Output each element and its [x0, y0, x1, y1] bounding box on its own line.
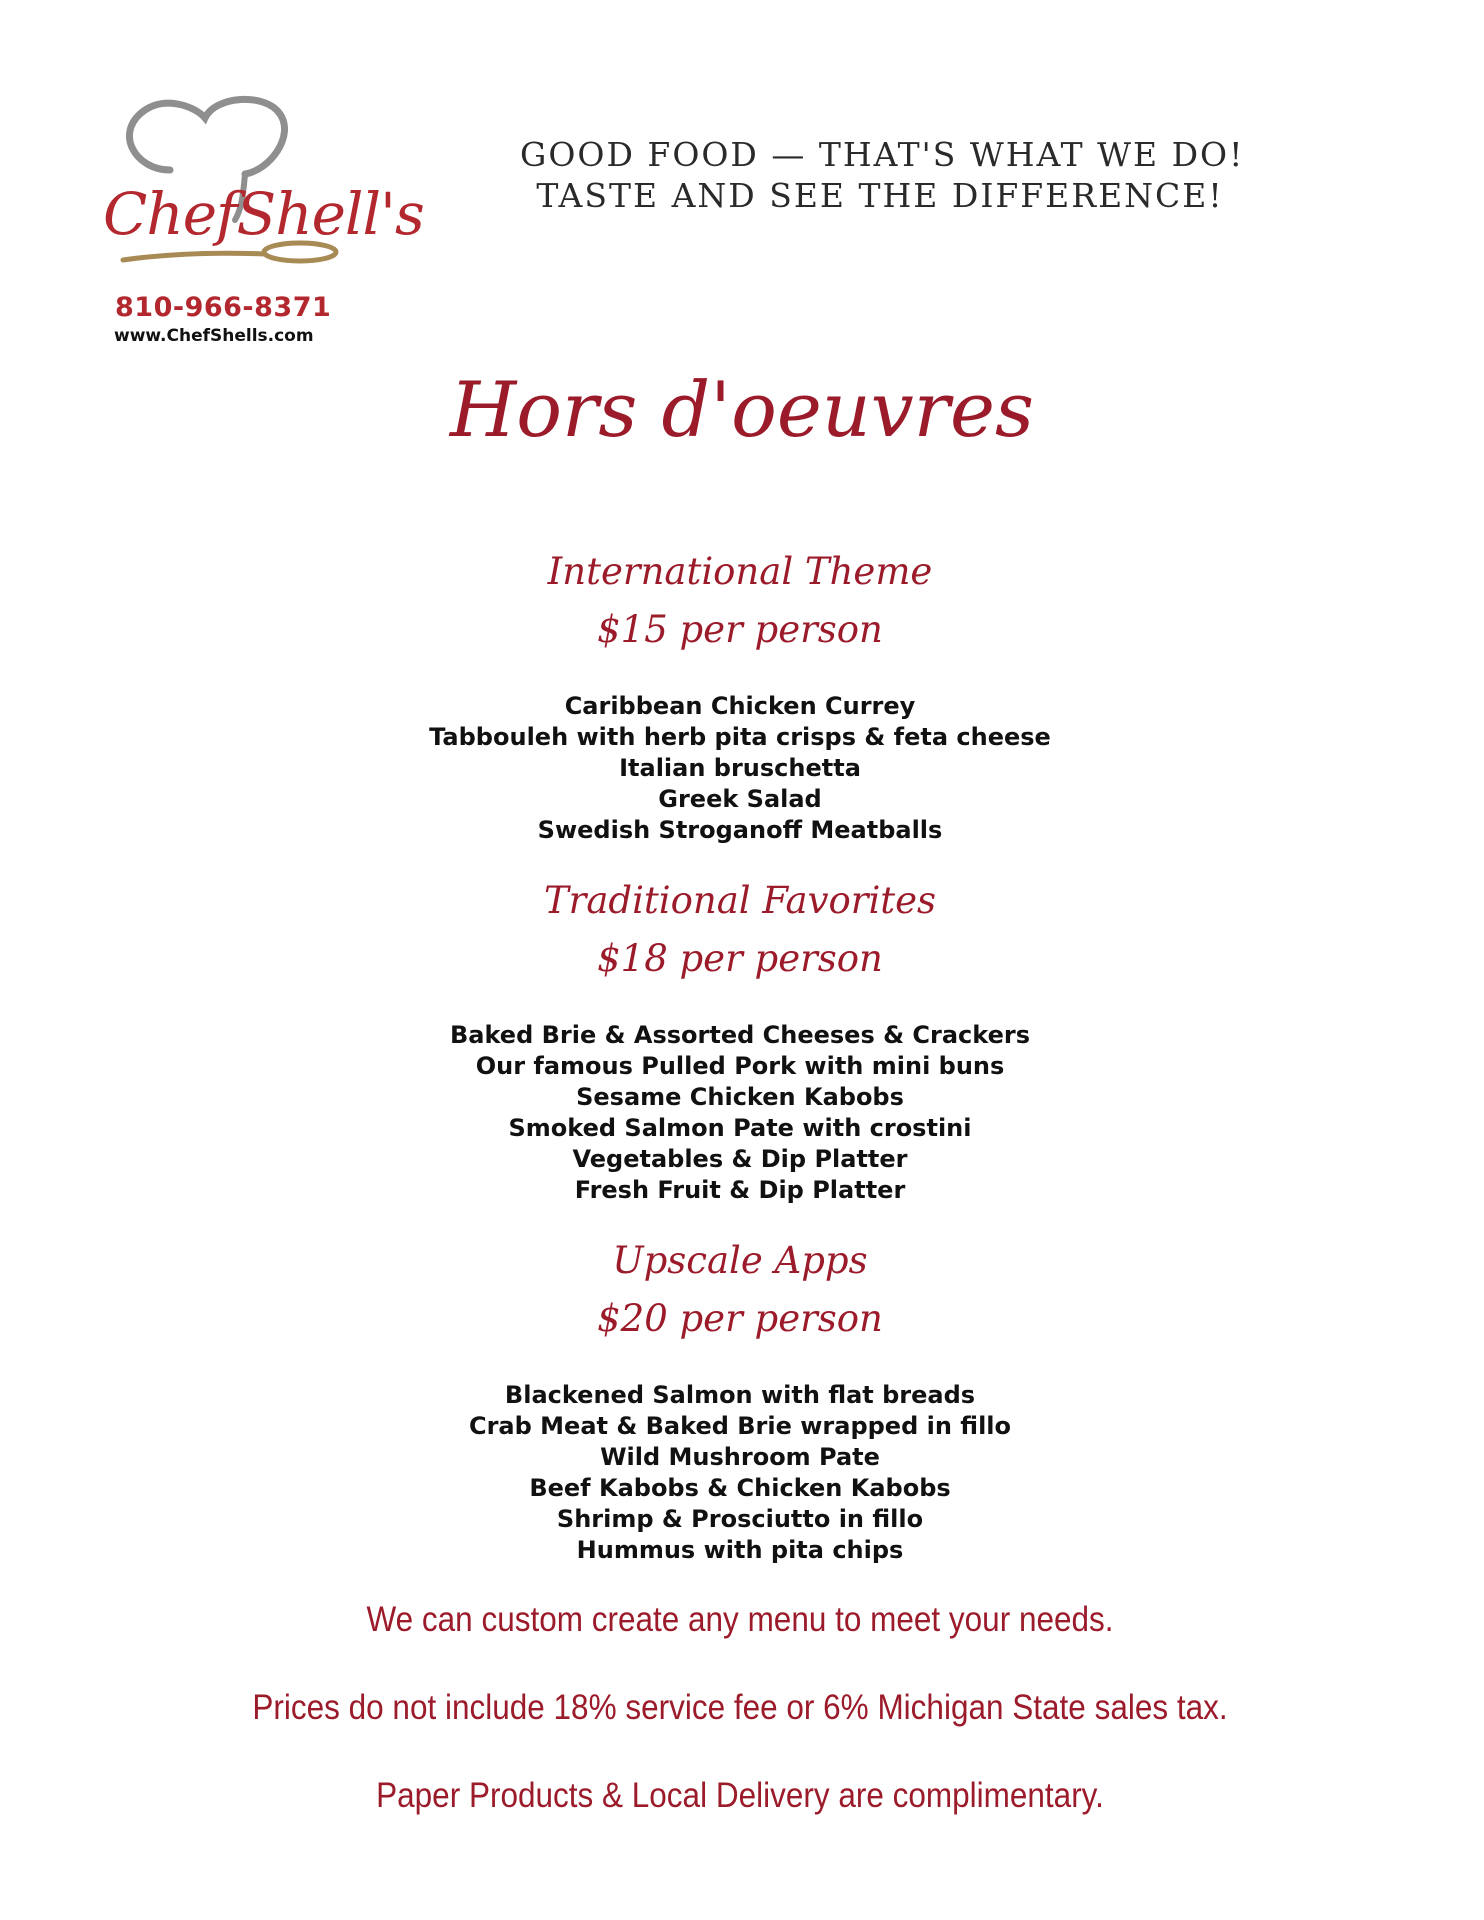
menu-item: Blackened Salmon with flat breads	[504, 1381, 976, 1409]
section-title: International Theme	[547, 550, 933, 593]
menu-item: Beef Kabobs & Chicken Kabobs	[529, 1474, 951, 1502]
custom-menu-note: We can custom create any menu to meet your needs.	[366, 1600, 1114, 1639]
section-title: Traditional Favorites	[543, 879, 937, 922]
delivery-note: Paper Products & Local Delivery are complimentary.	[376, 1776, 1104, 1815]
menu-item: Italian bruschetta	[619, 754, 861, 782]
menu-item: Caribbean Chicken Currey	[564, 692, 916, 720]
menu-section-international	[330, 543, 1150, 846]
menu-section-upscale	[330, 1232, 1150, 1566]
section-price: $20 per person	[597, 1297, 883, 1340]
tagline-line-2: TASTE AND SEE THE DIFFERENCE!	[536, 176, 1224, 215]
menu-item: Crab Meat & Baked Brie wrapped in fillo	[468, 1412, 1012, 1440]
item-list	[330, 1380, 1150, 1566]
menu-item: Greek Salad	[658, 785, 822, 813]
item-list	[330, 691, 1150, 846]
logo-brand-name: ChefShell's	[103, 180, 424, 248]
menu-item: Swedish Stroganoff Meatballs	[537, 816, 943, 844]
section-price: $18 per person	[597, 937, 883, 980]
menu-item: Baked Brie & Assorted Cheeses & Crackers	[450, 1021, 1030, 1049]
logo-website: www.ChefShells.com	[114, 326, 314, 346]
page-title: Hors d'oeuvres	[450, 365, 1034, 454]
menu-item: Our famous Pulled Pork with mini buns	[475, 1052, 1005, 1080]
menu-item: Tabbouleh with herb pita crisps & feta cheese	[429, 723, 1051, 751]
section-title: Upscale Apps	[612, 1239, 868, 1282]
menu-item: Fresh Fruit & Dip Platter	[574, 1176, 906, 1204]
menu-item: Smoked Salmon Pate with crostini	[508, 1114, 972, 1142]
menu-item: Sesame Chicken Kabobs	[576, 1083, 904, 1111]
logo	[95, 92, 424, 352]
menu-item: Wild Mushroom Pate	[600, 1443, 880, 1471]
logo-phone-number: 810-966-8371	[115, 292, 332, 323]
menu-item: Vegetables & Dip Platter	[572, 1145, 908, 1173]
menu-item: Hummus with pita chips	[576, 1536, 904, 1564]
menu-section-traditional	[330, 872, 1150, 1206]
section-price: $15 per person	[597, 608, 883, 651]
tagline	[520, 134, 1245, 216]
pricing-note: Prices do not include 18% service fee or 6% Michigan State sales tax.	[252, 1688, 1228, 1727]
item-list	[330, 1020, 1150, 1206]
menu-item: Shrimp & Prosciutto in fillo	[556, 1505, 924, 1533]
tagline-line-1: GOOD FOOD — THAT'S WHAT WE DO!	[520, 135, 1245, 174]
